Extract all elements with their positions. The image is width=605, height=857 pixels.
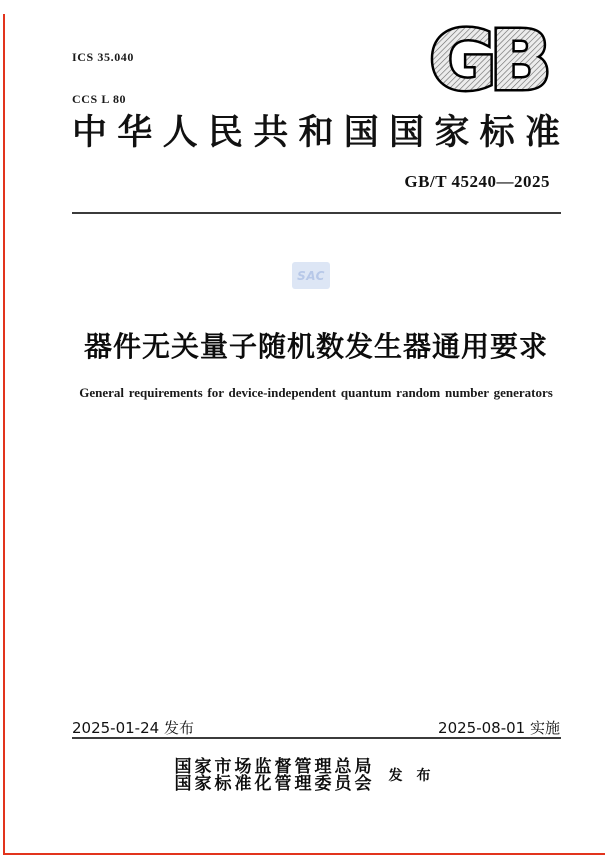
standard-number: GB/T 45240—2025: [404, 172, 550, 191]
ccs-code: CCS L 80: [72, 92, 127, 106]
dates-row: [72, 717, 560, 738]
footer-divider: [72, 737, 561, 739]
issuer-names: [175, 758, 375, 792]
issuer-line-1: 国家市场监督管理总局: [174, 757, 375, 776]
issuer-line-2: 国家标准化管理委员会: [174, 774, 375, 793]
issuer-row: [0, 758, 605, 792]
red-left-border: [3, 14, 5, 855]
ics-code: ICS 35.040: [72, 50, 135, 64]
issue-date: 2025-01-24 发布: [72, 719, 194, 737]
gb-logo-icon: [411, 19, 563, 99]
publish-label: 发 布: [388, 769, 431, 784]
document-title-chinese: 器件无关量子随机数发生器通用要求: [83, 330, 548, 363]
implement-date: 2025-08-01 实施: [438, 719, 560, 737]
header-divider: [72, 212, 561, 214]
gb-logo-text: GB: [429, 19, 545, 99]
document-title-english: General requirements for device-independent quantum random number generators: [79, 385, 553, 400]
national-standard-header: 中华人民共和国国家标准: [72, 113, 560, 152]
red-bottom-border: [3, 853, 605, 855]
sac-watermark: SAC: [292, 262, 330, 289]
